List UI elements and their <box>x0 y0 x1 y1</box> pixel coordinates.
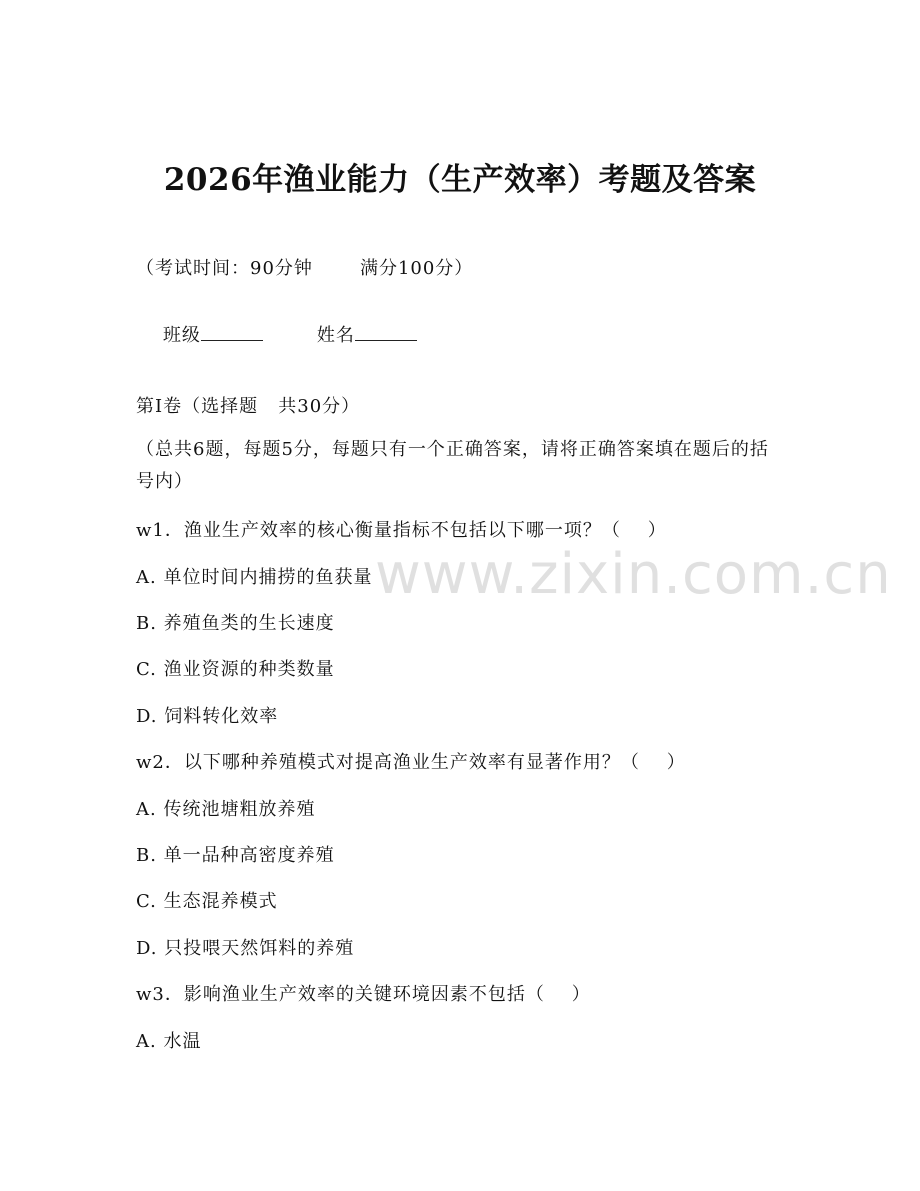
instructions: （总共6题，每题5分，每题只有一个正确答案，请将正确答案填在题后的括号内） <box>136 439 769 492</box>
name-label: 姓名 <box>316 325 355 346</box>
question-option: A. 单位时间内捕捞的鱼获量 <box>136 567 373 588</box>
question-stem: w1．渔业生产效率的核心衡量指标不包括以下哪一项？（ ） <box>136 520 667 541</box>
exam-info: （考试时间：90分钟 满分100分） <box>136 258 474 279</box>
class-label: 班级 <box>162 325 201 346</box>
question-option: A. 传统池塘粗放养殖 <box>136 799 316 820</box>
question-stem: w3．影响渔业生产效率的关键环境因素不包括（ ） <box>136 984 591 1005</box>
question-stem: w2．以下哪种养殖模式对提高渔业生产效率有显著作用？（ ） <box>136 752 686 773</box>
question-option: C. 渔业资源的种类数量 <box>136 659 335 680</box>
question-option: B. 单一品种高密度养殖 <box>136 845 335 866</box>
class-blank <box>201 324 263 341</box>
question-option: B. 养殖鱼类的生长速度 <box>136 613 335 634</box>
question-option: C. 生态混养模式 <box>136 891 278 912</box>
student-info-row <box>136 300 417 368</box>
question-option: D. 饲料转化效率 <box>136 706 279 727</box>
document-title: 2026年渔业能力（生产效率）考题及答案 <box>163 162 757 198</box>
name-blank <box>355 324 417 341</box>
question-option: A. 水温 <box>136 1031 202 1052</box>
watermark: www.zixin.com.cn <box>375 542 892 607</box>
question-option: D. 只投喂天然饵料的养殖 <box>136 938 355 959</box>
section-heading: 第I卷（选择题 共30分） <box>136 396 361 417</box>
